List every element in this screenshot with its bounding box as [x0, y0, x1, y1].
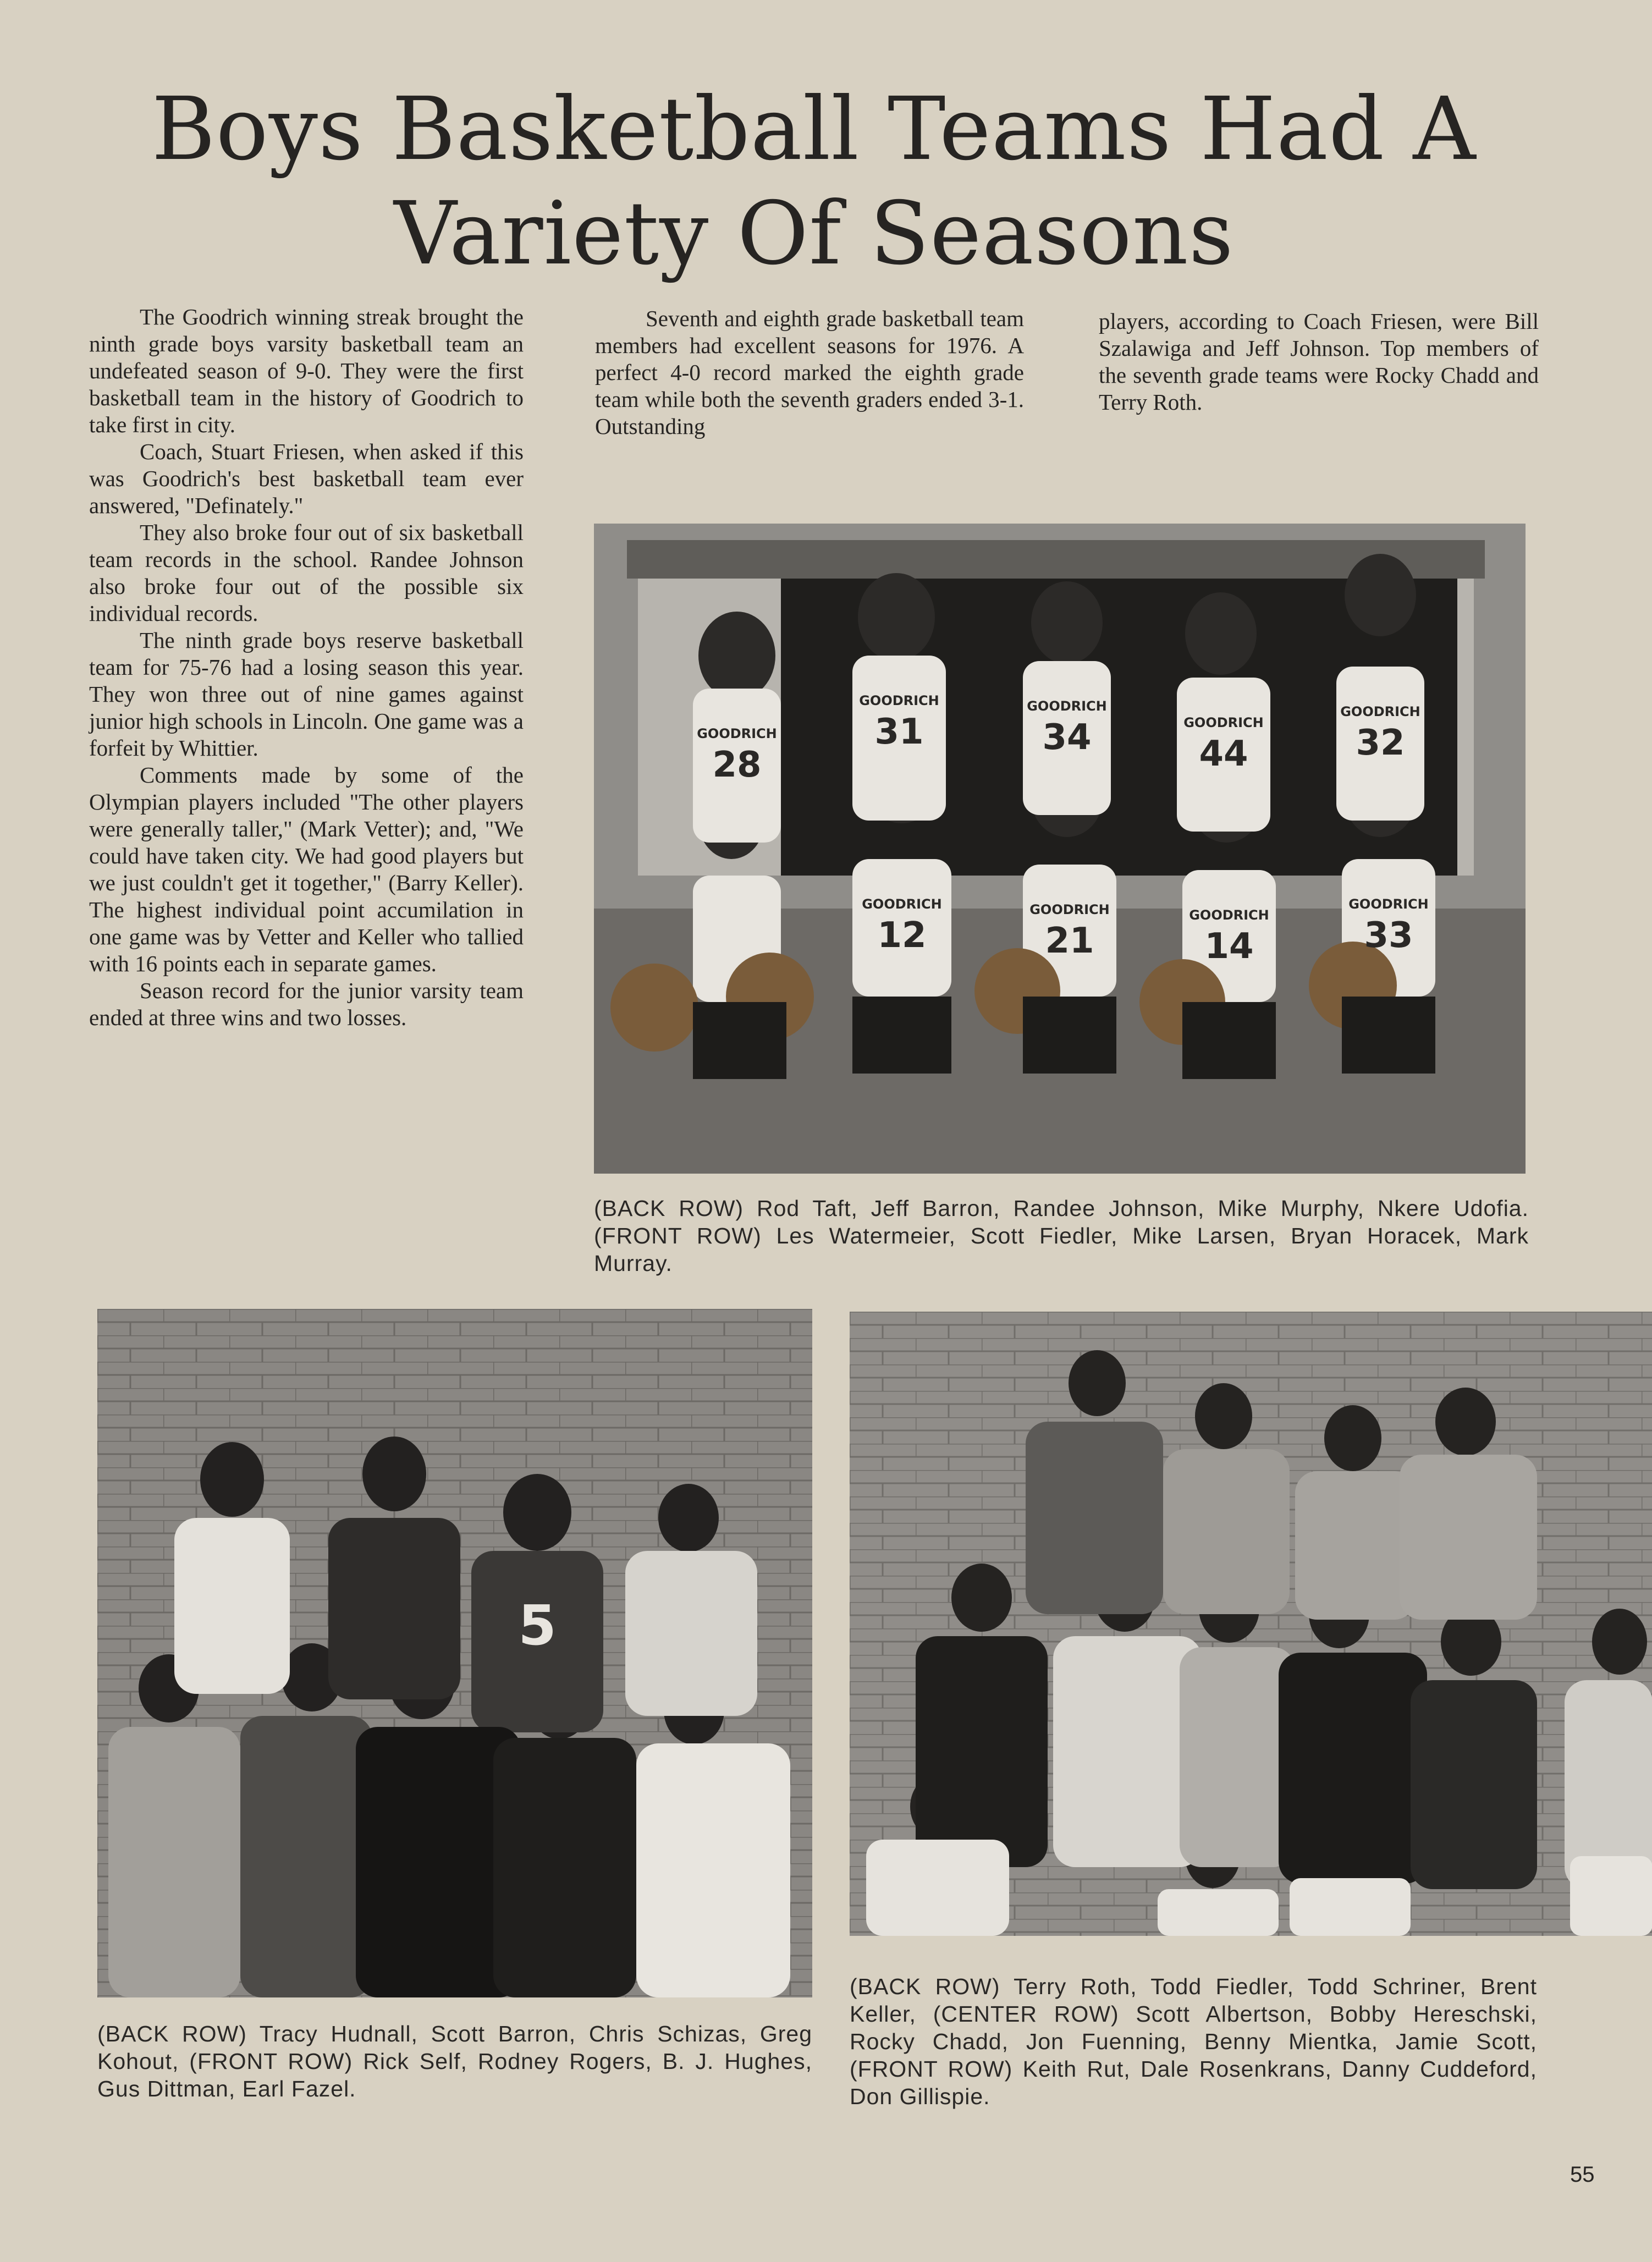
jersey-number: 21 [1045, 921, 1094, 961]
paragraph: The Goodrich winning streak brought the ninth grade boys varsity basketball team an undefeated season of 9-0. They were the first basketball team in the history of Goodrich to take first in city. [89, 304, 524, 437]
jersey-text: GOODRICH [862, 896, 942, 912]
jersey-text: GOODRICH [1029, 902, 1110, 917]
jersey-text: GOODRICH [1340, 704, 1420, 719]
jersey-number: 12 [877, 915, 927, 956]
varsity-team-photo [594, 524, 1526, 1174]
paragraph: They also broke four out of six basketball team records in the school. Randee Johnson also broke four out of the possible six individual records. [89, 520, 524, 626]
page-number: 55 [1570, 2162, 1595, 2187]
article-column-3 [1099, 308, 1539, 416]
paragraph: Coach, Stuart Friesen, when asked if this was Goodrich's best basketball team ever answered, "Definately." [89, 439, 524, 518]
jersey-number: 28 [712, 745, 762, 785]
paragraph: Season record for the junior varsity team ended at three wins and two losses. [89, 978, 524, 1030]
article-column-1 [89, 304, 524, 1031]
jersey-text: GOODRICH [1189, 907, 1269, 923]
jersey-number: 34 [1042, 717, 1092, 758]
jersey-text: GOODRICH [1348, 896, 1429, 912]
jersey-number: 33 [1364, 915, 1413, 956]
paragraph: The ninth grade boys reserve basketball team for 75-76 had a losing season this year. They won three out of nine games against junior high schools in Lincoln. One game was a forfeit by Whittier. [89, 628, 524, 761]
jersey-text: GOODRICH [697, 726, 777, 741]
reserve-team-photo [97, 1309, 812, 1997]
article-column-2 [595, 305, 1024, 440]
junior-photo-caption: (BACK ROW) Terry Roth, Todd Fiedler, Todd Schriner, Brent Keller, (CENTER ROW) Scott Albertson, Bobby Hereschski, Rocky Chadd, Jon Fuenning, Benny Mientka, Jamie Scott, (FRONT ROW) Keith Rut, Dale Rosenkrans, Danny Cuddeford, Don Gillispie. [850, 1974, 1537, 2109]
jersey-number: 32 [1356, 723, 1405, 763]
jersey-text: GOODRICH [859, 693, 939, 708]
headline-line-2: Variety Of Seasons [394, 183, 1234, 284]
headline-line-1: Boys Basketball Teams Had A [151, 79, 1477, 180]
junior-team-photo [850, 1312, 1652, 1936]
paragraph: Comments made by some of the Olympian players included "The other players were generally taller," (Mark Vetter); and, "We could have taken city. We had good players but we just couldn't get it together," (Barry Keller). The highest individual point accumilation in one game was by Vetter and Keller who tallied with 16 points each in separate games. [89, 762, 524, 976]
jersey-text: GOODRICH [1183, 715, 1264, 730]
paragraph: Seventh and eighth grade basketball team members had excellent seasons for 1976. A perfect 4-0 record marked the eighth grade team while both the seventh graders ended 3-1. Outstanding [595, 306, 1024, 439]
varsity-photo-caption: (BACK ROW) Rod Taft, Jeff Barron, Randee Johnson, Mike Murphy, Nkere Udofia. (FRONT ROW) Les Watermeier, Scott Fiedler, Mike Larsen, Bryan Horacek, Mark Murray. [594, 1196, 1529, 1276]
jersey-text: GOODRICH [1027, 698, 1107, 714]
jersey-number: 31 [874, 712, 924, 752]
headline [88, 77, 1540, 286]
jersey-number: 5 [518, 1593, 557, 1658]
jersey-number: 14 [1204, 926, 1254, 967]
reserve-photo-caption: (BACK ROW) Tracy Hudnall, Scott Barron, Chris Schizas, Greg Kohout, (FRONT ROW) Rick Self, Rodney Rogers, B. J. Hughes, Gus Dittman, Earl Fazel. [97, 2021, 812, 2101]
jersey-number: 44 [1199, 734, 1248, 774]
paragraph: players, according to Coach Friesen, were Bill Szalawiga and Jeff Johnson. Top members of the seventh grade teams were Rocky Chadd and Terry Roth. [1099, 309, 1539, 415]
